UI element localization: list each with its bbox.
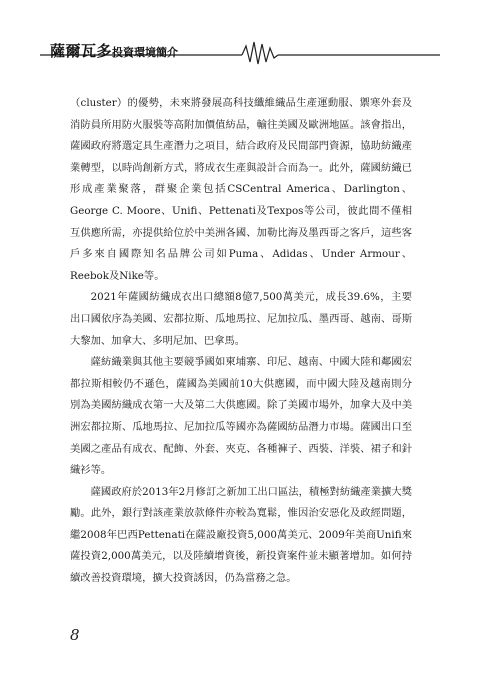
paragraph-4: 薩國政府於2013年2月修訂之新加工出口區法，積極對紡織產業擴大獎勵。此外，銀行對該產業放款條件亦較為寬鬆，惟因治安惡化及政經問題，繼2008年巴西Pettenati在薩設廠投資5,000萬美元、2009年美商Unifi來薩投資2,000萬美元，以及陸續增資後，新投資案件並未顯著增加。如何持續改善投資環境，擴大投資誘因，仍為當務之急。 — [70, 485, 412, 585]
paragraph-2: 2021年薩國紡織成衣出口總額8億7,500萬美元，成長39.6%，主要出口國依序為美國、宏都拉斯、瓜地馬拉、尼加拉瓜、墨西哥、越南、哥斯大黎加、加拿大、多明尼加、巴拿馬。 — [70, 291, 412, 347]
body-text — [70, 93, 412, 590]
running-header — [0, 36, 480, 66]
paragraph-3: 薩紡織業與其他主要競爭國如柬埔寨、印尼、越南、中國大陸和鄰國宏都拉斯相較仍不遜色，薩國為美國前10大供應國，而中國大陸及越南則分別為美國紡織成衣第一大及第二大供應國。除了美國市場外，加拿大及中美洲宏都拉斯、瓜地馬拉、尼加拉瓜等國亦為薩國紡品潛力市場。薩國出口至美國之產品有成衣、配飾、外套、夾克、各種褲子、西裝、洋裝、裙子和針織衫等。 — [70, 356, 412, 477]
header-title — [50, 40, 178, 61]
page-number: 8 — [70, 626, 80, 644]
header-title-sub: 投資環境簡介 — [112, 46, 179, 59]
header-title-main: 薩爾瓦多 — [50, 42, 113, 60]
paragraph-1: （cluster）的優勢，未來將發展高科技纖維織品生產運動服、禦寒外套及消防員所用防火服裝等高附加價值紡品，輸往美國及歐洲地區。該會指出，薩國政府將選定具生產潛力之項目，結合政府及民間部門資源，協助紡織產業轉型，以時尚創新方式，將成衣生產與設計合而為一。此外，薩國紡織已形成產業聚落，群聚企業包括CSCentral America、Darlington、George C. Moore、Unifi、Pettenati及Texpos等公司，彼此間不僅相互供應所需，亦提供給位於中美洲各國、加勒比海及墨西哥之客戶，這些客戶多來自國際知名品牌公司如Puma、Adidas、Under Armour、Reebok及Nike等。 — [70, 97, 412, 282]
